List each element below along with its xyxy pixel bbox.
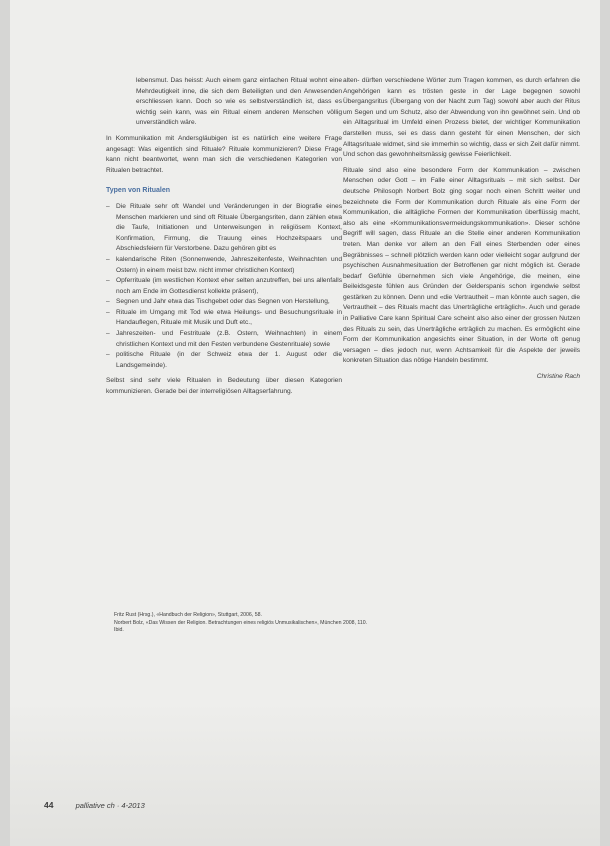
body-paragraph: alten- dürften verschiedene Wörter zum Tragen kommen, es durch erfahren die Angehörigen kann es trösten geste in der Lage begegnen sowohl Übergangsritus (Übergang von der Nacht zum Tag) sowohl aber auch der Ritus um Segen und um Schutz, also der Abwendung von ihn gewöhnet sein. Und ob ein Alltagsritual im Umfeld einen Prozess bietet, der wichtiger Kommunikation darstellen muss, sei es dass dann gesteht für einen Menschen, der sich Alltagsrituale widmet, sind sie immerhin so wichtig, dass er sich Zeit dafür nimmt. Und schon das gewohnheitsmässig gewisse Feierlichkeit. — [343, 77, 580, 159]
left-column — [106, 76, 342, 403]
page-footer — [44, 800, 145, 810]
list-item: – Die Rituale sehr oft Wandel und Veränderungen in der Biografie eines Menschen markieren und sind oft Rituale Übergangsriten, dann zählen etwa die Taufe, Initiationen und Unterweisungen in religiösem Kontext, Konfirmation, Firmung, die Trauung eines Hochzeitspaars und Abschiedsfeiern für Verstorbene. Dazu gehören gibt es — [106, 202, 342, 255]
magazine-name: palliative ch · 4-2013 — [75, 801, 145, 810]
closing-paragraph: Selbst sind sehr viele Ritualen in Bedeutung über diesen Kategorien kommunizieren. Gerade bei der interreligiösen Alltagserfahrung. — [106, 377, 342, 396]
intro-paragraph: lebensmut. Das heisst: Auch einem ganz einfachen Ritual wohnt eine Mehrdeutigkeit inne, die sich dem Beteiligten und den Anwesenden erschliessen kann. Doch so wie es selbstverständlich ist, dass es wichtig sein kann, was ein Ritual einem anderen Menschen völlig unverständlich wäre. — [136, 77, 342, 127]
author-signature: Christine Rach — [536, 373, 580, 381]
list-item: – Opferrituale (im westlichen Kontext eher selten anzutreffen, bei uns allenfalls noch am Ende im Gottesdienst kollekte präsent), — [106, 276, 342, 297]
footnote: Norbert Bolz, «Das Wissen der Religion. Betrachtungen eines religiös Unmusikalischen», München 2008, 110. — [114, 619, 368, 626]
footnotes — [114, 612, 534, 635]
list-item: – Rituale im Umgang mit Tod wie etwa Heilungs- und Besuchungsrituale in Handauflegen, Rituale mit Musik und Duft etc., — [106, 308, 342, 329]
list-item: – politische Rituale (in der Schweiz etwa der 1. August oder die Landsgemeinde). — [106, 350, 342, 371]
footnote: Ibid. — [114, 627, 124, 634]
list-item: – Segnen und Jahr etwa das Tischgebet oder das Segnen von Herstellung, — [106, 297, 342, 308]
list-item: – Jahreszeiten- und Festrituale (z.B. Ostern, Weihnachten) in einem christlichen Kontext und mit den Festen verbundene Gestenrituale) sowie — [106, 329, 342, 350]
section-heading: Typen von Ritualen — [106, 187, 171, 195]
body-paragraph: In Kommunikation mit Andersgläubigen ist es natürlich eine weitere Frage angesagt: Was eigentlich sind Rituale? Rituale kommunizieren? Diese Frage kann nicht beantwortet, wenn man sich die verschiedenen Kategorien von Ritualen betrachtet. — [106, 134, 342, 174]
right-column — [343, 76, 580, 383]
footnote: Fritz Rust (Hrsg.), «Handbuch der Religion», Stuttgart, 2006, 58. — [114, 612, 262, 618]
list-item: – kalendarische Riten (Sonnenwende, Jahreszeitenfeste, Weihnachten und Ostern) in einem meist bzw. nicht immer christlichen Kontext) — [106, 255, 342, 276]
document-page — [10, 0, 600, 846]
page-shadow — [10, 700, 600, 846]
ritual-type-list — [106, 202, 342, 372]
body-paragraph: Rituale sind also eine besondere Form der Kommunikation – zwischen Menschen oder Gott – im Falle einer Alltagsrituals – mit sich selbst. Der deutsche Philosoph Norbert Bolz ging sogar noch einen Schritt weiter und bezeichnete die Form der Kommunikation durch Rituale als eine Form der Kommunikation, die alltägliche Formen der Kommunikation überflüssig macht, also als eine «Kommunikationsvermeidungskommunikation». Dieser schöne Begriff will sagen, dass Rituale an die Stelle einer anderen Kommunikation treten. Man denke vor allem an den Fall eines Sterbenden oder eines Begräbnisses – schnell plötzlich werden kann oder vielleicht sogar aufgrund der psychischen Ausnahmesituation der Betroffenen gar nicht möglich ist. Gerade bedarf Gefühle übernehmen sich viele Angehörige, die meinen, eine Beileidsgeste fühlen aus Gründen der Gelderspanis schon irgendwie selbst gestärken zu können. Denn und «die Vertrautheit – man könnte auch sagen, die Vertrautheit – des Rituals macht das Unerträgliche erträglich». Auch und gerade in Palliative Care kann Spiritual Care scheint also also einer der grossen Nutzen des Rituals zu sein, das Unerträgliche erträglich zu machen. Es ermöglicht eine Form der Kommunikation angesichts einer Situation, in der Worte oft genug versagen – dies jedoch nur, wenn Achtsamkeit für die Aspekte der jeweils konkreten Situation das nötige Handeln bestimmt. — [343, 166, 580, 365]
page-number: 44 — [44, 800, 54, 810]
